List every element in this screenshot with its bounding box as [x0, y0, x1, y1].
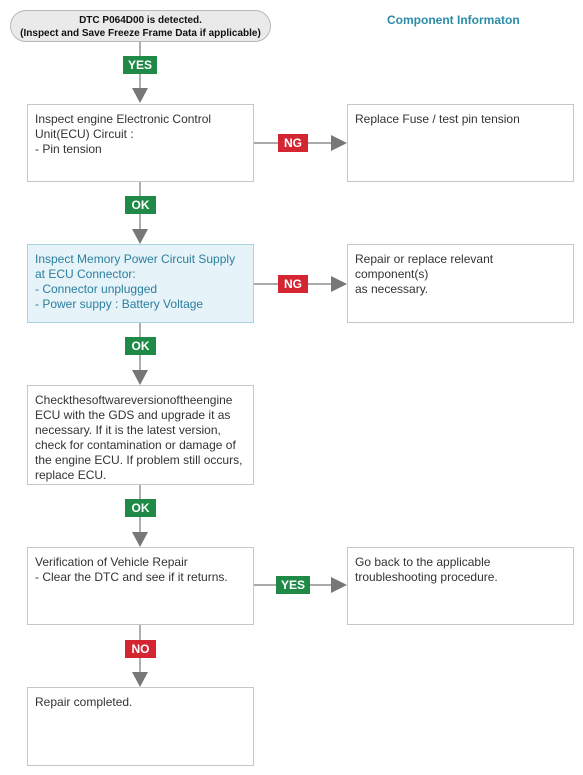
arrow-down-icon — [132, 88, 148, 103]
arrow-right-icon — [331, 276, 347, 292]
arrow-down-icon — [132, 229, 148, 244]
step-text-line: Unit(ECU) Circuit : — [35, 127, 134, 141]
step-text-line: replace ECU. — [35, 468, 107, 482]
start-node — [10, 10, 271, 42]
result-text-line: Go back to the applicable — [355, 555, 491, 569]
step-text-line: Inspect engine Electronic Control — [35, 112, 212, 126]
step-text-line: check for contamination or damage of — [35, 438, 236, 452]
result-text-line: Replace Fuse / test pin tension — [355, 112, 520, 126]
yes-badge: YES — [276, 576, 310, 594]
ok-badge: OK — [125, 499, 156, 517]
ok-badge: OK — [125, 337, 156, 355]
step-verification — [27, 547, 254, 625]
arrow-down-icon — [132, 672, 148, 687]
result-text-line: troubleshooting procedure. — [355, 570, 498, 584]
step-text-line: - Power suppy : Battery Voltage — [35, 297, 204, 311]
arrow-down-icon — [132, 532, 148, 547]
step-text-line: - Pin tension — [35, 142, 102, 156]
start-line-2: (Inspect and Save Freeze Frame Data if applicable) — [20, 28, 261, 39]
arrow-right-icon — [331, 135, 347, 151]
result-text-line: as necessary. — [355, 282, 429, 296]
yes-badge: YES — [123, 56, 157, 74]
ng-badge: NG — [278, 134, 308, 152]
step-text-line: at ECU Connector: — [35, 267, 136, 281]
step-text-line: Repair completed. — [35, 695, 133, 709]
step-text-line: ECU with the GDS and upgrade it as — [35, 408, 231, 422]
step-inspect-memory-power — [27, 244, 254, 323]
step-text-line: necessary. If it is the latest version, — [35, 423, 221, 437]
step-text-line: the engine ECU. If problem still occurs, — [35, 453, 243, 467]
arrow-down-icon — [132, 370, 148, 385]
step-text-line: Checkthesoftwareversionoftheengine — [35, 393, 233, 407]
result-repair-component — [347, 244, 574, 323]
step-text-line: Inspect Memory Power Circuit Supply — [35, 252, 236, 266]
ok-badge: OK — [125, 196, 156, 214]
result-text-line: Repair or replace relevant component(s) — [355, 252, 497, 281]
ng-badge: NG — [278, 275, 308, 293]
result-go-back — [347, 547, 574, 625]
step-text-line: - Connector unplugged — [35, 282, 158, 296]
step-text-line: Verification of Vehicle Repair — [35, 555, 188, 569]
component-information-title: Component Informaton — [387, 13, 520, 27]
step-text-line: - Clear the DTC and see if it returns. — [35, 570, 228, 584]
arrow-right-icon — [331, 577, 347, 593]
result-replace-fuse — [347, 104, 574, 182]
step-inspect-ecu-circuit — [27, 104, 254, 182]
step-check-software — [27, 385, 254, 485]
no-badge: NO — [125, 640, 156, 658]
step-repair-completed — [27, 687, 254, 766]
start-line-1: DTC P064D00 is detected. — [79, 15, 202, 26]
